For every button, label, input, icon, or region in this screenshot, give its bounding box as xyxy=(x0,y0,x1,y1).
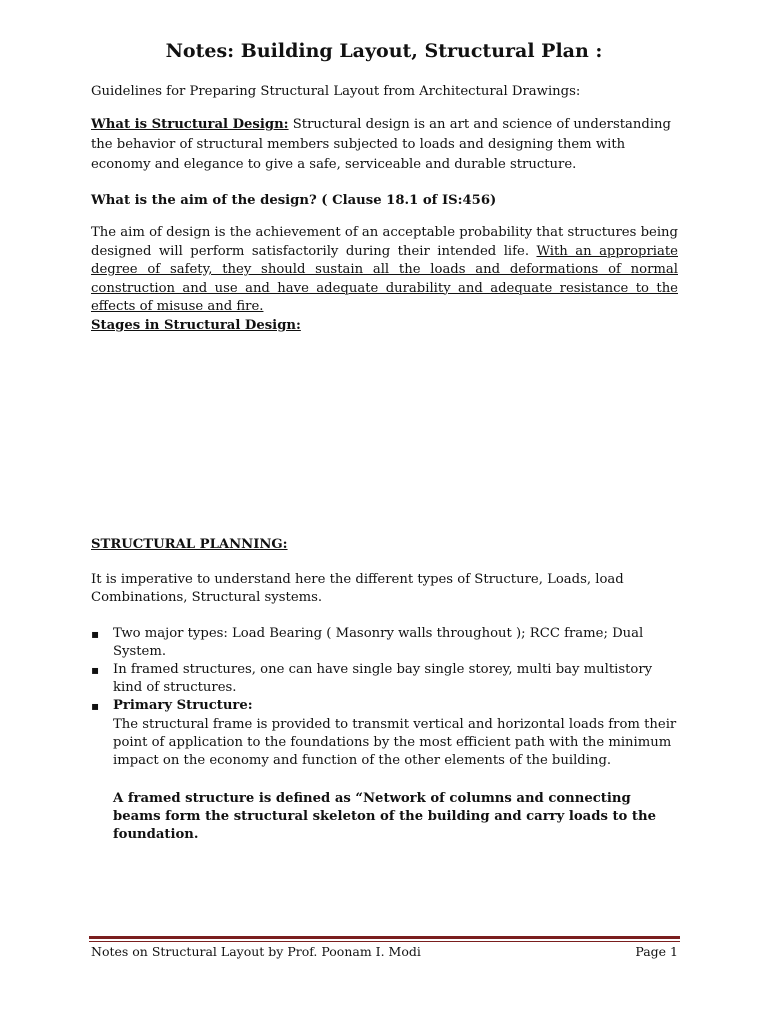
structural-planning-intro: It is imperative to understand here the different types of Structure, Loads, load Combinations, Structural systems. xyxy=(91,572,624,605)
aim-text: The aim of design is the achievement of an acceptable probability that structures being designed will perform satisfactorily during their intended life. xyxy=(91,225,678,259)
structural-design-text: Structural design is an art and science of understanding the behavior of structural members subjected to loads and designing them with economy and elegance to give a safe, serviceable and durable structure. xyxy=(91,117,671,172)
footer-page-number: Page 1 xyxy=(635,944,678,959)
intro-text: Guidelines for Preparing Structural Layout from Architectural Drawings: xyxy=(91,84,581,99)
list-item: ▪ Two major types: Load Bearing ( Masonry walls throughout ); RCC frame; Dual System. xyxy=(91,625,678,661)
list-item: ▪ In framed structures, one can have single bay single storey, multi bay multistory kind of structures. xyxy=(91,661,678,697)
page-title: Notes: Building Layout, Structural Plan : xyxy=(165,40,603,62)
footer-author: Notes on Structural Layout by Prof. Poonam I. Modi xyxy=(91,944,421,959)
aim-paragraph xyxy=(91,224,678,317)
aim-heading: What is the aim of the design? ( Clause 18.1 of IS:456) xyxy=(91,193,497,208)
framed-structure-definition: A framed structure is defined as “Network of columns and connecting beams form the structural skeleton of the building and carry loads to the foundation. xyxy=(113,791,657,842)
list-item: ▪ Primary Structure: xyxy=(91,697,678,715)
footer-rule-thin xyxy=(89,941,680,942)
structural-design-paragraph xyxy=(91,115,678,175)
structural-design-heading: What is Structural Design: xyxy=(91,117,289,132)
stages-heading: Stages in Structural Design: xyxy=(91,318,301,333)
primary-structure-text: The structural frame is provided to transmit vertical and horizontal loads from their point of application to the foundations by the most efficient path with the minimum impact on the economy and function of the other elements of the building. xyxy=(113,717,677,768)
aim-text-underlined: With an appropriate degree of safety, they should sustain all the loads and deformations of normal construction and use and have adequate durability and adequate resistance to the effects of misuse and fire. xyxy=(91,243,678,314)
footer-rule xyxy=(89,936,680,939)
structural-planning-heading: STRUCTURAL PLANNING: xyxy=(91,537,288,552)
bullet-list xyxy=(91,625,678,715)
